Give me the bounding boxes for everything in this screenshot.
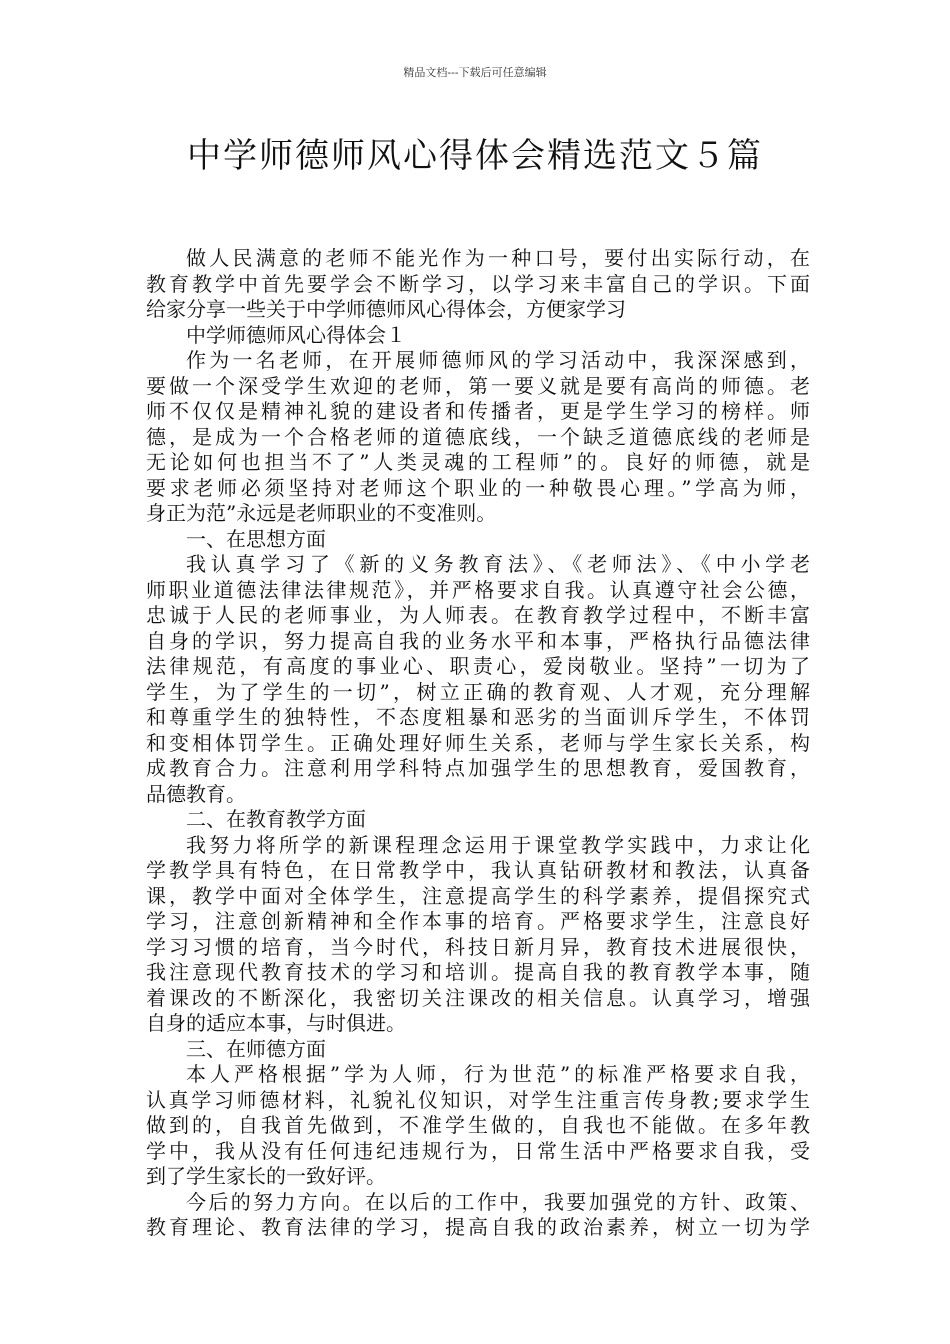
body-text-line: 到了学生家长的一致好评。 <box>146 1164 386 1188</box>
body-text-line: 作为一名老师，在开展师德师风的学习活动中，我深深感到， <box>186 348 810 372</box>
body-text-line: 我努力将所学的新课程理念运用于课堂教学实践中，力求让化 <box>186 832 810 857</box>
body-text-line: 课，教学中面对全体学生，注意提高学生的科学素养，提倡探究式 <box>146 883 810 908</box>
body-text-line: 一、在思想方面 <box>186 526 326 551</box>
document-body <box>146 246 810 1241</box>
body-text-line: 认真学习师德材料，礼貌礼仪知识，对学生注重言传身教;要求学生 <box>146 1087 810 1112</box>
body-text-line: 二、在教育教学方面 <box>186 807 366 831</box>
body-text-line: 和尊重学生的独特性，不态度粗暴和恶劣的当面训斥学生，不体罚 <box>146 705 810 729</box>
body-text-line: 自身的学识，努力提高自我的业务水平和本事，严格执行品德法律 <box>146 628 810 653</box>
body-text-line: 中学师德师风心得体会１ <box>186 322 406 347</box>
body-text-line: 学生，为了学生的一切”，树立正确的教育观、人才观，充分理解 <box>146 679 810 704</box>
body-text-line: 法律规范，有高度的事业心、职责心，爱岗敬业。坚持”一切为了 <box>146 654 810 678</box>
body-text-line: 教育理论、教育法律的学习，提高自我的政治素养，树立一切为学 <box>146 1215 810 1239</box>
body-text-line: 今后的努力方向。在以后的工作中，我要加强党的方针、政策、 <box>186 1189 810 1214</box>
body-text-line: 忠诚于人民的老师事业，为人师表。在教育教学过程中，不断丰富 <box>146 603 810 627</box>
body-text-line: 师不仅仅是精神礼貌的建设者和传播者，更是学生学习的榜样。师 <box>146 399 810 423</box>
body-text-line: 着课改的不断深化，我密切关注课改的相关信息。认真学习，增强 <box>146 985 810 1010</box>
body-text-line: 做人民满意的老师不能光作为一种口号，要付出实际行动，在 <box>186 246 810 270</box>
body-text-line: 无论如何也担当不了”人类灵魂的工程师”的。良好的师德，就是 <box>146 450 810 474</box>
body-text-line: 和变相体罚学生。正确处理好师生关系，老师与学生家长关系，构 <box>146 730 810 755</box>
document-title: 中学师德师风心得体会精选范文５篇 <box>187 136 763 176</box>
body-text-line: 身正为范”永远是老师职业的不变准则。 <box>146 501 497 525</box>
body-text-line: 成教育合力。注意利用学科特点加强学生的思想教育，爱国教育， <box>146 756 810 780</box>
body-text-line: 给家分享一些关于中学师德师风心得体会，方便家学习 <box>146 297 626 321</box>
body-text-line: 学习，注意创新精神和全作本事的培育。严格要求学生，注意良好 <box>146 909 810 933</box>
body-text-line: 师职业道德法律法律规范》，并严格要求自我。认真遵守社会公德， <box>146 577 810 602</box>
page-header: 精品文档---下载后可任意编辑 <box>403 66 547 79</box>
body-text-line: 要求老师必须坚持对老师这个职业的一种敬畏心理。”学高为师， <box>146 475 810 500</box>
body-text-line: 学教学具有特色，在日常教学中，我认真钻研教材和教法，认真备 <box>146 858 810 882</box>
body-text-line: 学中，我从没有任何违纪违规行为，日常生活中严格要求自我，受 <box>146 1138 810 1163</box>
body-text-line: 做到的，自我首先做到，不准学生做的，自我也不能做。在多年教 <box>146 1113 810 1137</box>
body-text-line: 德，是成为一个合格老师的道德底线，一个缺乏道德底线的老师是 <box>146 424 810 449</box>
body-text-line: 品德教育。 <box>146 781 246 806</box>
body-text-line: 教育教学中首先要学会不断学习，以学习来丰富自己的学识。下面 <box>146 271 810 296</box>
body-text-line: 学习习惯的培育，当今时代，科技日新月异，教育技术进展很快， <box>146 934 810 959</box>
body-text-line: 我注意现代教育技术的学习和培训。提高自我的教育教学本事，随 <box>146 960 810 984</box>
body-text-line: 自身的适应本事，与时俱进。 <box>146 1011 406 1035</box>
body-text-line: 我认真学习了《新的义务教育法》、《老师法》、《中小学老 <box>186 552 810 576</box>
body-text-line: 要做一个深受学生欢迎的老师，第一要义就是要有高尚的师德。老 <box>146 373 810 398</box>
body-text-line: 本人严格根据”学为人师，行为世范”的标准严格要求自我， <box>186 1062 810 1086</box>
body-text-line: 三、在师德方面 <box>186 1036 326 1061</box>
